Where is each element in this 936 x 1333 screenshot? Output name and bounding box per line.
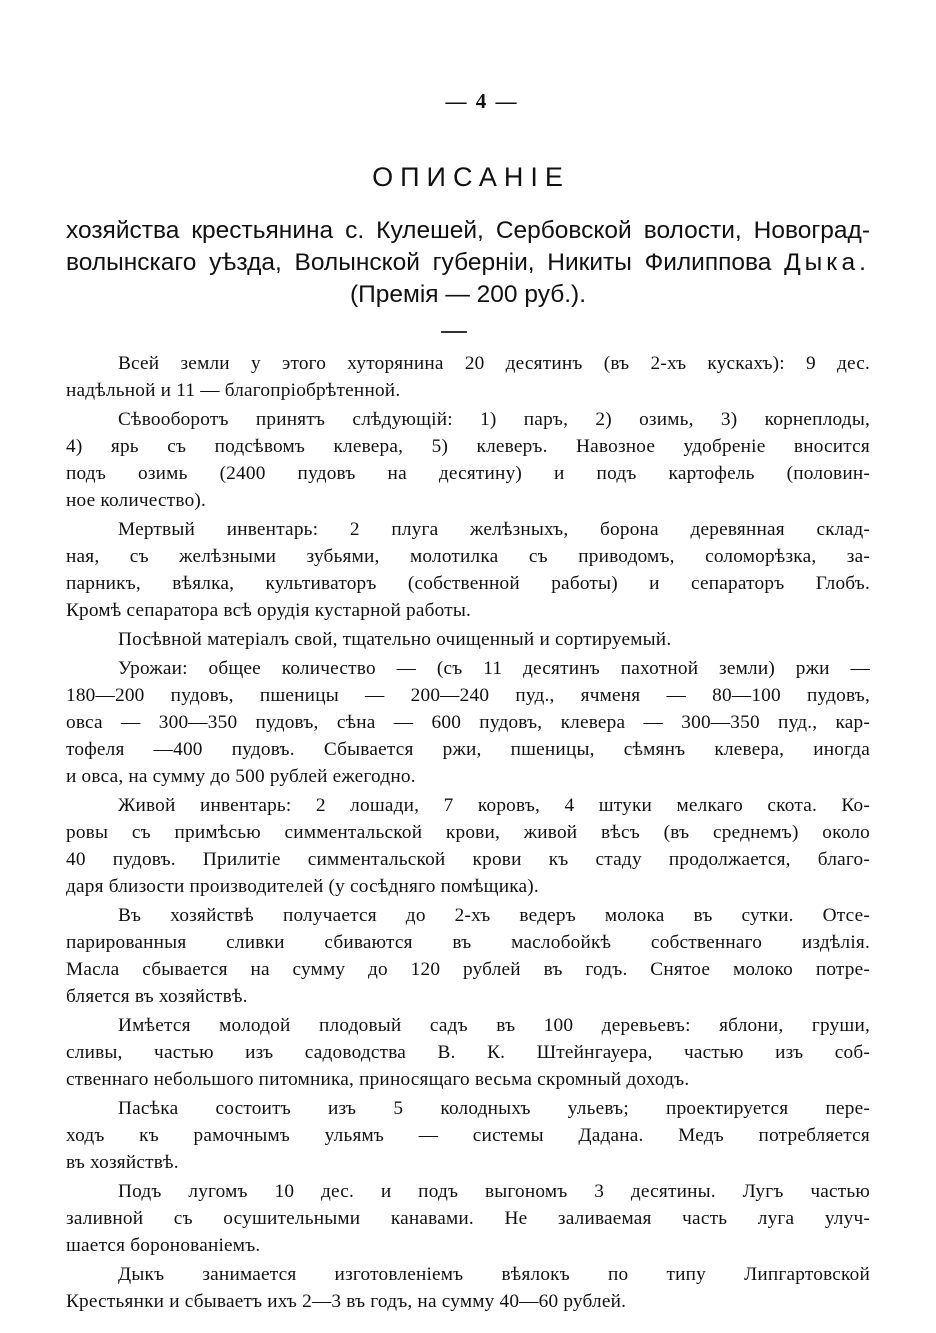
text-line: Урожаи: общее количество — (съ 11 десятинъ пахотной земли) ржи — — [118, 658, 870, 679]
text-line: шается боронованіемъ. — [66, 1235, 261, 1256]
paragraph — [66, 350, 870, 404]
paragraph — [66, 1095, 870, 1176]
divider-rule — [441, 331, 467, 333]
text-line: 180—200 пудовъ, пшеницы — 200—240 пуд., ячменя — 80—100 пудовъ, — [66, 685, 870, 706]
text-line: ровы съ примѣсью симментальской крови, живой вѣсъ (въ среднемъ) около — [66, 822, 870, 843]
text-line: Кромѣ сепаратора всѣ орудія кустарной работы. — [66, 600, 472, 621]
text-line: и овса, на сумму до 500 рублей ежегодно. — [66, 766, 416, 787]
subtitle-text: волынскаго уѣзда, Волынской губерніи, Никиты Филиппова — [66, 249, 785, 276]
paragraph — [66, 655, 870, 790]
text-line: Масла сбывается на сумму до 120 рублей въ годъ. Снятое молоко потре- — [66, 959, 870, 980]
text-line: парникъ, вѣялка, культиваторъ (собственной работы) и сепараторъ Глобъ. — [66, 573, 870, 594]
text-line: парированныя сливки сбиваются въ маслобойкѣ собственнаго издѣлія. — [66, 932, 870, 953]
paragraph — [66, 1012, 870, 1093]
text-line: бляется въ хозяйствѣ. — [66, 986, 248, 1007]
subtitle-line: (Премія — 200 руб.). — [349, 281, 587, 308]
text-line: Въ хозяйствѣ получается до 2-хъ ведеръ молока въ сутки. Отсе- — [118, 905, 870, 926]
text-line: 40 пудовъ. Прилитіе симментальской крови къ стаду продолжается, благо- — [66, 849, 870, 870]
text-line: подъ озимь (2400 пудовъ на десятину) и подъ картофель (половин- — [66, 463, 870, 484]
text-line: ная, съ желѣзными зубьями, молотилка съ приводомъ, соломорѣзка, за- — [66, 546, 870, 567]
paragraph — [66, 902, 870, 1010]
text-line: Мертвый инвентарь: 2 плуга желѣзныхъ, борона деревянная склад- — [118, 519, 870, 540]
subtitle-line: хозяйства крестьянина с. Кулешей, Сербовской волости, Новоград- — [66, 217, 870, 244]
paragraph — [66, 516, 870, 624]
text-line: 4) ярь съ подсѣвомъ клевера, 5) клеверъ. Навозное удобреніе вносится — [66, 436, 870, 457]
paragraph — [66, 1261, 870, 1315]
text-line: тофеля —400 пудовъ. Сбывается ржи, пшеницы, сѣмянъ клевера, иногда — [66, 739, 870, 760]
page-number: — 4 — — [445, 89, 519, 113]
text-line: Посѣвной матеріалъ свой, тщательно очищенный и сортируемый. — [118, 629, 672, 650]
text-line: Сѣвооборотъ принятъ слѣдующій: 1) паръ, 2) озимь, 3) корнеплоды, — [118, 409, 870, 430]
document-subtitle — [66, 215, 870, 311]
subtitle-surname: Дыка. — [784, 249, 870, 276]
text-line: ное количество). — [66, 490, 207, 511]
text-line: овса — 300—350 пудовъ, сѣна — 600 пудовъ, клевера — 300—350 пуд., кар- — [66, 712, 870, 733]
text-line: сливы, частью изъ садоводства В. К. Штейнгауера, частью изъ соб- — [66, 1042, 870, 1063]
text-line: Дыкъ занимается изготовленіемъ вѣялокъ по типу Липгартовской — [118, 1264, 870, 1285]
document-title: ОПИСАНІЕ — [372, 162, 570, 192]
paragraph — [66, 1178, 870, 1259]
text-line: ственнаго небольшого питомника, приносящаго весьма скромный доходъ. — [66, 1069, 690, 1090]
text-line: заливной съ осушительными канавами. Не заливаемая часть луга улуч- — [66, 1208, 870, 1229]
paragraph — [66, 406, 870, 514]
text-line: Пасѣка состоитъ изъ 5 колодныхъ ульевъ; проектируется пере- — [118, 1098, 870, 1119]
text-line: въ хозяйствѣ. — [66, 1152, 179, 1173]
text-line: Крестьянки и сбываетъ ихъ 2—3 въ годъ, на сумму 40—60 рублей. — [66, 1291, 627, 1312]
text-line: Имѣется молодой плодовый садъ въ 100 деревьевъ: яблони, груши, — [118, 1015, 870, 1036]
text-line: ходъ къ рамочнымъ ульямъ — системы Дадана. Медъ потребляется — [66, 1125, 870, 1146]
text-line: Подъ лугомъ 10 дес. и подъ выгономъ 3 десятины. Лугъ частью — [118, 1181, 870, 1202]
text-line: Живой инвентарь: 2 лошади, 7 коровъ, 4 штуки мелкаго скота. Ко- — [118, 795, 870, 816]
text-line: надѣльной и 11 — благопріобрѣтенной. — [66, 380, 401, 401]
document-body — [66, 350, 870, 1315]
document-page — [66, 86, 870, 1317]
subtitle-line — [66, 247, 870, 279]
paragraph — [66, 792, 870, 900]
text-line: Всей земли у этого хуторянина 20 десятинъ (въ 2-хъ кускахъ): 9 дес. — [118, 353, 870, 374]
paragraph — [66, 626, 870, 653]
text-line: даря близости производителей (у сосѣдняго помѣщика). — [66, 876, 539, 897]
